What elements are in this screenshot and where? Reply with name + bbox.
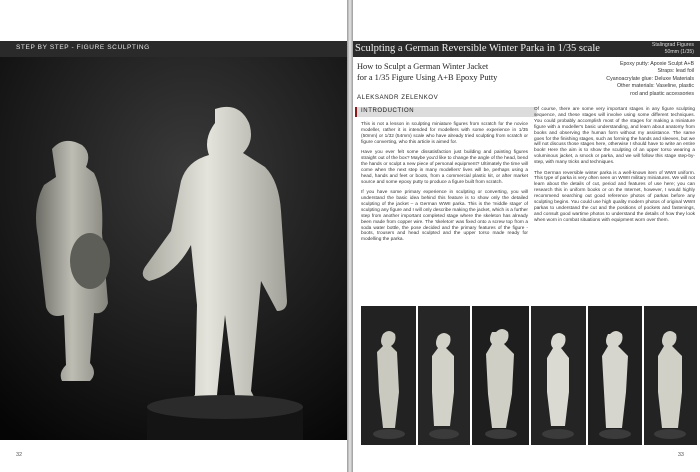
paragraph: If you have some primary experience in sculpting or converting, you will understand the basic idea behind this feature is to show only the detailed sculpting of the jacket – a German WWII parka. This is the 'middle stage' of sculpting any figure and I will only describe making the jacket, which is a further step from another important completed stage where the skeleton has already been made from copper wire. The 'skeleton' was fixed onto a screw top from a soda water bottle, the pose decided and the primary features of the figure - boots, trousers and head sculpted and the upper torso made ready for modelling the parka. <box>361 190 528 243</box>
material-line: Epoxy putty: Apoxie Sculpt A+B <box>619 61 694 67</box>
materials-list <box>574 61 694 98</box>
material-line: Cyanoacrylate glue: Deluxe Materials <box>606 75 694 82</box>
article-title <box>357 61 587 83</box>
left-page-number: 32 <box>16 452 23 458</box>
right-page-number: 33 <box>677 452 684 458</box>
intro-heading-bar <box>355 107 537 117</box>
paragraph: Of course, there are some very important stages in any figure sculpting sequence, and these stages will involve using some different techniques. You could probably accomplish most of the stages for making a miniature figure with a modeller's basic understanding, and learn about anatomy from books and observing the human form without my assistance. The same goes for the finishing stages, such as forming the hands and sleeves, but we will not discuss those stages here, otherwise I should have to write an entire book! Here the aim is to show the sculpting of an upper torso wearing a voluminous jacket, a smock or parka, and we will follow this stage step-by-step, with many tricks and techniques. <box>534 107 695 166</box>
header-meta-line: Stalingrad Figures <box>651 42 694 48</box>
article-title-line: How to Sculpt a German Winter Jacket <box>357 62 489 71</box>
intro-heading: INTRODUCTION <box>361 108 415 114</box>
paragraph: This is not a lesson in sculpting miniature figures from scratch for the novice modeller, rather it is intended for modellers with some experience in 1/35 (50mm) or 1/32 (54mm) scale who have already tried sculpting from scratch or figure converting, who this article is aimed for. <box>361 122 528 145</box>
paragraph: Have you ever felt some dissatisfaction just building and painting figures straight out of the box? Maybe you'd like to change the angle of the head, bend the hands or sculpt a new piece of personal equipment? Ultimately the time will come when the next step in many modellers' lives will be, perhaps using a head, hands and feet or boots, from a commercial plastic kit, or after market source and some epoxy putty to produce a figure built from scratch. <box>361 150 528 185</box>
text-column-1 <box>361 122 528 248</box>
step-photo-3 <box>472 306 529 445</box>
header-meta <box>652 42 694 55</box>
step-photo-5 <box>588 306 642 445</box>
header-meta-line: 50mm (1/35) <box>664 48 694 55</box>
material-line: rod and plastic accessories <box>630 90 694 97</box>
right-page <box>353 0 700 472</box>
text-column-2 <box>534 107 695 228</box>
step-photo-6 <box>644 306 697 445</box>
header-title: Sculpting a German Reversible Winter Parka in 1/35 scale <box>355 43 600 54</box>
article-title-line: for a 1/35 Figure Using A+B Epoxy Putty <box>357 73 498 82</box>
main-figures-photo <box>0 57 347 440</box>
step-photo-1 <box>361 306 416 445</box>
material-line: Straps: lead foil <box>657 68 694 75</box>
section-label: STEP BY STEP - FIGURE SCULPTING <box>16 44 150 51</box>
right-header-bar <box>353 41 700 57</box>
step-photo-4 <box>531 306 586 445</box>
step-photo-strip <box>353 306 700 445</box>
material-line: Other materials: Vaseline, plastic <box>616 83 694 90</box>
left-page <box>0 0 347 472</box>
author-name: ALEKSANDR ZELENKOV <box>357 94 439 101</box>
step-photo-2 <box>418 306 470 445</box>
paragraph: The German reversible winter parka is a well-known item of WWII uniform. This type of parka is very often seen on WWII military miniatures. We will not learn about the details of cut, period and features of use here; you can research this in uniform books or on the Internet, however, I would highly recommend searching out good reference photos of parkas before any sculpting begins. You could use high quality modern photos of original WWII parkas to understand the cut and the positions of pockets and fastenings, and consult good wartime photos to understand the details of how they look when worn in combat situations with equipment worn over them. <box>534 170 695 223</box>
left-header-bar <box>0 41 347 57</box>
